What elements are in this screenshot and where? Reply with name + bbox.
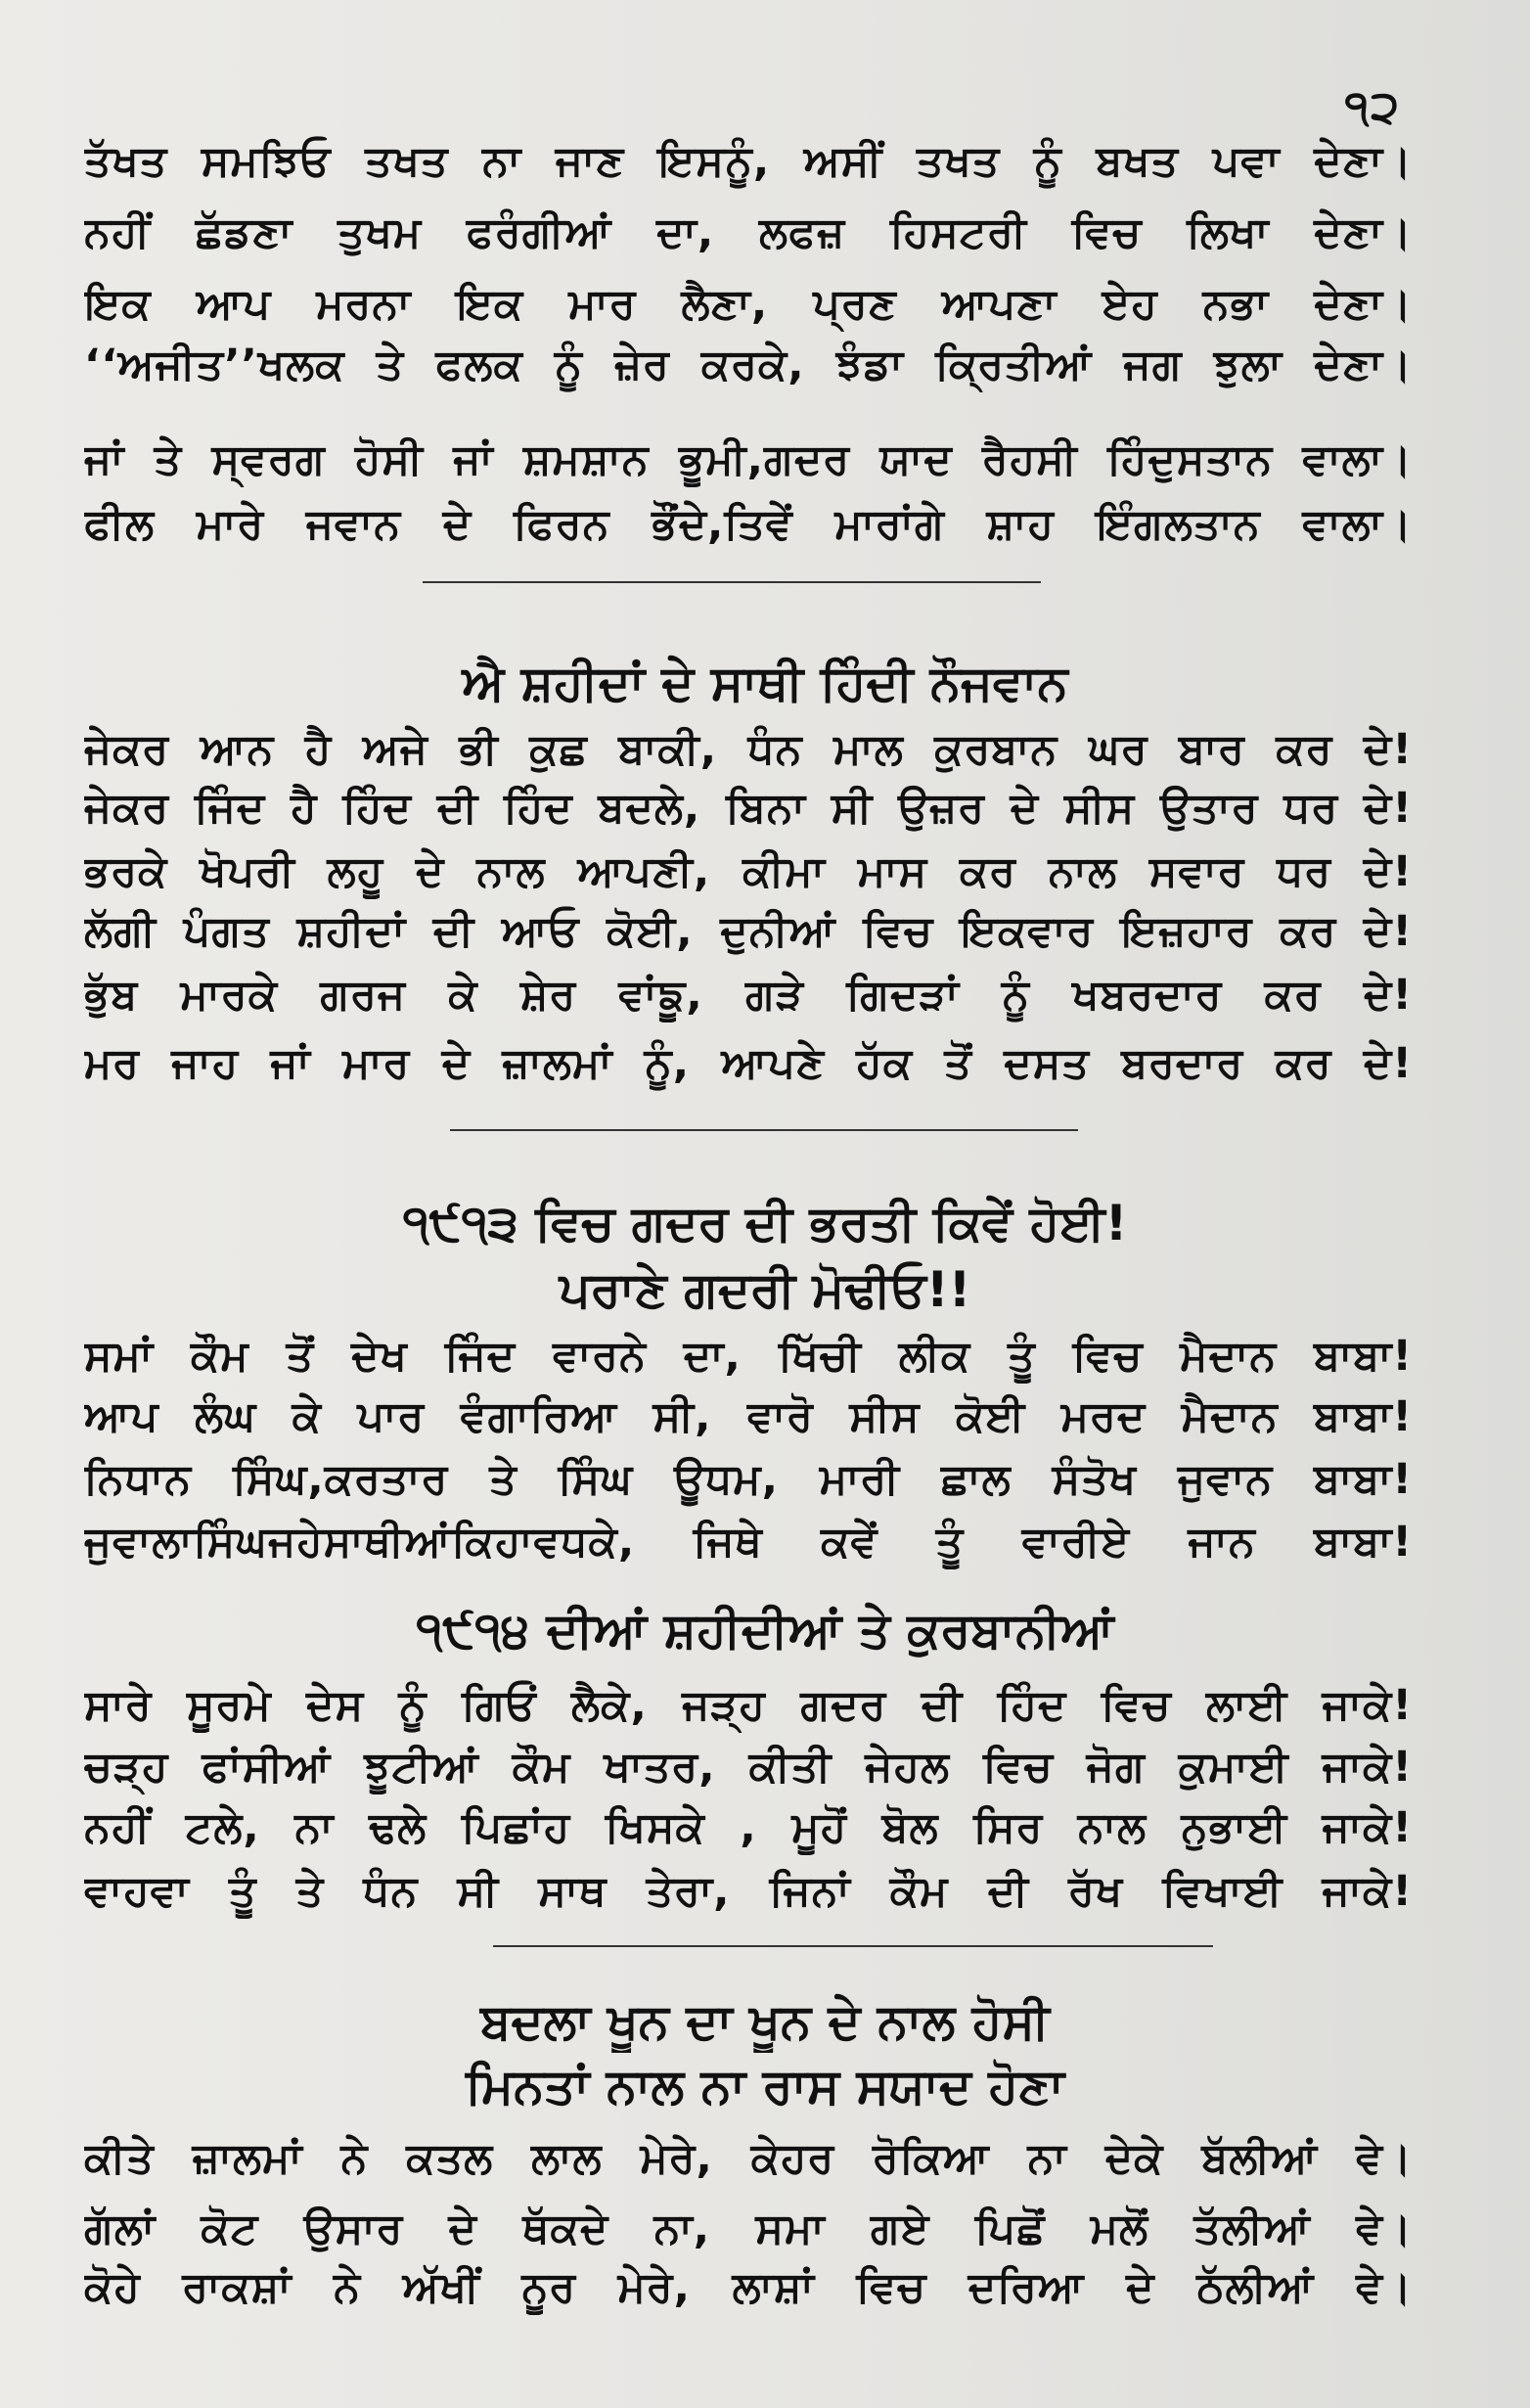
verse-line: ਭੁੱਬ ਮਾਰਕੇ ਗਰਜ ਕੇ ਸ਼ੇਰ ਵਾਂਙੂ, ਗੜੇ ਗਿਦੜਾਂ ਨੂੰ ਖਬਰਦਾਰ ਕਰ ਦੇ!	[84, 971, 1413, 1020]
section-heading: ਬਦਲਾ ਖੂਨ ਦਾ ਖੂਨ ਦੇ ਨਾਲ ਹੋਸੀ	[480, 1993, 1050, 2050]
section-divider	[493, 1945, 1213, 1947]
verse-line: ਲੱਗੀ ਪੰਗਤ ਸ਼ਹੀਦਾਂ ਦੀ ਆਓ ਕੋਈ, ਦੁਨੀਆਂ ਵਿਚ ਇਕਵਾਰ ਇਜ਼ਹਾਰ ਕਰ ਦੇ!	[84, 907, 1413, 956]
section-subheading: ਪਰਾਣੇ ਗਦਰੀ ਮੋਢੀਓ!!	[559, 1261, 971, 1318]
verse-line: ਕੀਤੇ ਜ਼ਾਲਮਾਂ ਨੇ ਕਤਲ ਲਾਲ ਮੇਰੇ, ਕੇਹਰ ਰੋਕਿਆ ਨਾ ਦੇਕੇ ਬੱਲੀਆਂ ਵੇ।	[84, 2134, 1413, 2183]
verse-line: ਨਹੀਂ ਛੱਡਣਾ ਤੁਖਮ ਫਰੰਗੀਆਂ ਦਾ, ਲਫਜ਼ ਹਿਸਟਰੀ ਵਿਚ ਲਿਖਾ ਦੇਣਾ।	[84, 208, 1413, 257]
verse-line: ਸਮਾਂ ਕੌਮ ਤੋਂ ਦੇਖ ਜਿੰਦ ਵਾਰਨੇ ਦਾ, ਖਿੱਚੀ ਲੀਕ ਤੂੰ ਵਿਚ ਮੈਦਾਨ ਬਾਬਾ!	[84, 1332, 1413, 1381]
verse-line: ਜਾਂ ਤੇ ਸ੍ਵਰਗ ਹੋਸੀ ਜਾਂ ਸ਼ਮਸ਼ਾਨ ਭੂਮੀ,ਗਦਰ ਯਾਦ ਰੈਹਸੀ ਹਿੰਦੁਸਤਾਨ ਵਾਲਾ।	[84, 435, 1413, 484]
verse-line: ਸਾਰੇ ਸੂਰਮੇ ਦੇਸ ਨੂੰ ਗਿਓਂ ਲੈਕੇ, ਜੜ੍ਹ ਗਦਰ ਦੀ ਹਿੰਦ ਵਿਚ ਲਾਈ ਜਾਕੇ!	[84, 1681, 1413, 1730]
verse-line: ਵਾਹਵਾ ਤੂੰ ਤੇ ਧੰਨ ਸੀ ਸਾਥ ਤੇਰਾ, ਜਿਨਾਂ ਕੌਮ ਦੀ ਰੱਖ ਵਿਖਾਈ ਜਾਕੇ!	[84, 1867, 1413, 1916]
verse-line: ਭਰਕੇ ਖੋਪਰੀ ਲਹੂ ਦੇ ਨਾਲ ਆਪਣੀ, ਕੀਮਾ ਮਾਸ ਕਰ ਨਾਲ ਸਵਾਰ ਧਰ ਦੇ!	[84, 847, 1413, 896]
section-heading: ੧੯੧੩ ਵਿਚ ਗਦਰ ਦੀ ਭਰਤੀ ਕਿਵੇਂ ਹੋਈ!	[402, 1195, 1128, 1251]
verse-line: ਫੀਲ ਮਾਰੇ ਜਵਾਨ ਦੇ ਫਿਰਨ ਭੌਂਦੇ,ਤਿਵੇਂ ਮਾਰਾਂਗੇ ਸ਼ਾਹ ਇੰਗਲਤਾਨ ਵਾਲਾ।	[84, 500, 1413, 549]
verse-line: ਆਪ ਲੰਘ ਕੇ ਪਾਰ ਵੰਗਾਰਿਆ ਸੀ, ਵਾਰੋ ਸੀਸ ਕੋਈ ਮਰਦ ਮੈਦਾਨ ਬਾਬਾ!	[84, 1392, 1413, 1441]
verse-line: ਤੱਖਤ ਸਮਝਿਓ ਤਖਤ ਨਾ ਜਾਣ ਇਸਨੂੰ, ਅਸੀਂ ਤਖਤ ਨੂੰ ਬਖਤ ਪਵਾ ਦੇਣਾ।	[84, 137, 1413, 186]
verse-line: ‘‘ਅਜੀਤ’’ਖਲਕ ਤੇ ਫਲਕ ਨੂੰ ਜ਼ੇਰ ਕਰਕੇ, ਝੰਡਾ ਕ੍ਰਿਤੀਆਂ ਜਗ ਝੁਲਾ ਦੇਣਾ।	[84, 341, 1413, 389]
verse-line: ਮਰ ਜਾਹ ਜਾਂ ਮਾਰ ਦੇ ਜ਼ਾਲਮਾਂ ਨੂੰ, ਆਪਣੇ ਹੱਕ ਤੋਂ ਦਸਤ ਬਰਦਾਰ ਕਰ ਦੇ!	[84, 1039, 1413, 1088]
section-heading: ਐ ਸ਼ਹੀਦਾਂ ਦੇ ਸਾਥੀ ਹਿੰਦੀ ਨੌਜਵਾਨ	[462, 655, 1068, 711]
section-divider	[423, 581, 1041, 583]
verse-line: ਨਿਧਾਨ ਸਿੰਘ,ਕਰਤਾਰ ਤੇ ਸਿੰਘ ਊਧਮ, ਮਾਰੀ ਛਾਲ ਸੰਤੋਖ ਜੁਵਾਨ ਬਾਬਾ!	[84, 1455, 1413, 1504]
verse-line: ਕੋਹੇ ਰਾਕਸ਼ਾਂ ਨੇ ਅੱਖੀਂ ਨੂਰ ਮੇਰੇ, ਲਾਸ਼ਾਂ ਵਿਚ ਦਰਿਆ ਦੇ ਠੱਲੀਆਂ ਵੇ।	[84, 2263, 1413, 2312]
verse-line: ਇਕ ਆਪ ਮਰਨਾ ਇਕ ਮਾਰ ਲੈਣਾ, ਪ੍ਰਣ ਆਪਣਾ ਏਹ ਨਭਾ ਦੇਣਾ।	[84, 280, 1413, 329]
verse-line: ਗੱਲਾਂ ਕੋਟ ਉਸਾਰ ਦੇ ਥੱਕਦੇ ਨਾ, ਸਮਾ ਗਏ ਪਿਛੋਂ ਮਲੋਂ ਤੱਲੀਆਂ ਵੇ।	[84, 2204, 1413, 2253]
verse-line: ਜੁਵਾਲਾਸਿੰਘਜਹੇਸਾਥੀਆਂਕਿਹਾਵਧਕੇ, ਜਿਥੇ ਕਵੇਂ ਤੂੰ ਵਾਰੀਏ ਜਾਨ ਬਾਬਾ!	[84, 1518, 1413, 1567]
page-number: ੧੨	[1344, 80, 1401, 133]
section-subheading: ਮਿਨਤਾਂ ਨਾਲ ਨਾ ਰਾਸ ਸਯਾਦ ਹੋਣਾ	[466, 2058, 1064, 2114]
verse-line: ਨਹੀਂ ਟਲੇ, ਨਾ ਢਲੇ ਪਿਛਾਂਹ ਖਿਸਕੇ , ਮੂਹੋਂ ਬੋਲ ਸਿਰ ਨਾਲ ਨੁਭਾਈ ਜਾਕੇ!	[84, 1803, 1413, 1852]
section-heading: ੧੯੧੪ ਦੀਆਂ ਸ਼ਹੀਦੀਆਂ ਤੇ ਕੁਰਬਾਨੀਆਂ	[416, 1602, 1114, 1658]
verse-line: ਜੇਕਰ ਜਿੰਦ ਹੈ ਹਿੰਦ ਦੀ ਹਿੰਦ ਬਦਲੇ, ਬਿਨਾ ਸੀ ਉਜ਼ਰ ਦੇ ਸੀਸ ਉਤਾਰ ਧਰ ਦੇ!	[84, 784, 1413, 833]
verse-line: ਜੇਕਰ ਆਨ ਹੈ ਅਜੇ ਭੀ ਕੁਛ ਬਾਕੀ, ਧੰਨ ਮਾਲ ਕੁਰਬਾਨ ਘਰ ਬਾਰ ਕਰ ਦੇ!	[84, 725, 1413, 774]
section-divider	[450, 1129, 1078, 1131]
verse-line: ਚੜ੍ਹ ਫਾਂਸੀਆਂ ਝੂਟੀਆਂ ਕੌਮ ਖਾਤਰ, ਕੀਤੀ ਜੇਹਲ ਵਿਚ ਜੋਗ ਕੁਮਾਈ ਜਾਕੇ!	[84, 1743, 1413, 1792]
